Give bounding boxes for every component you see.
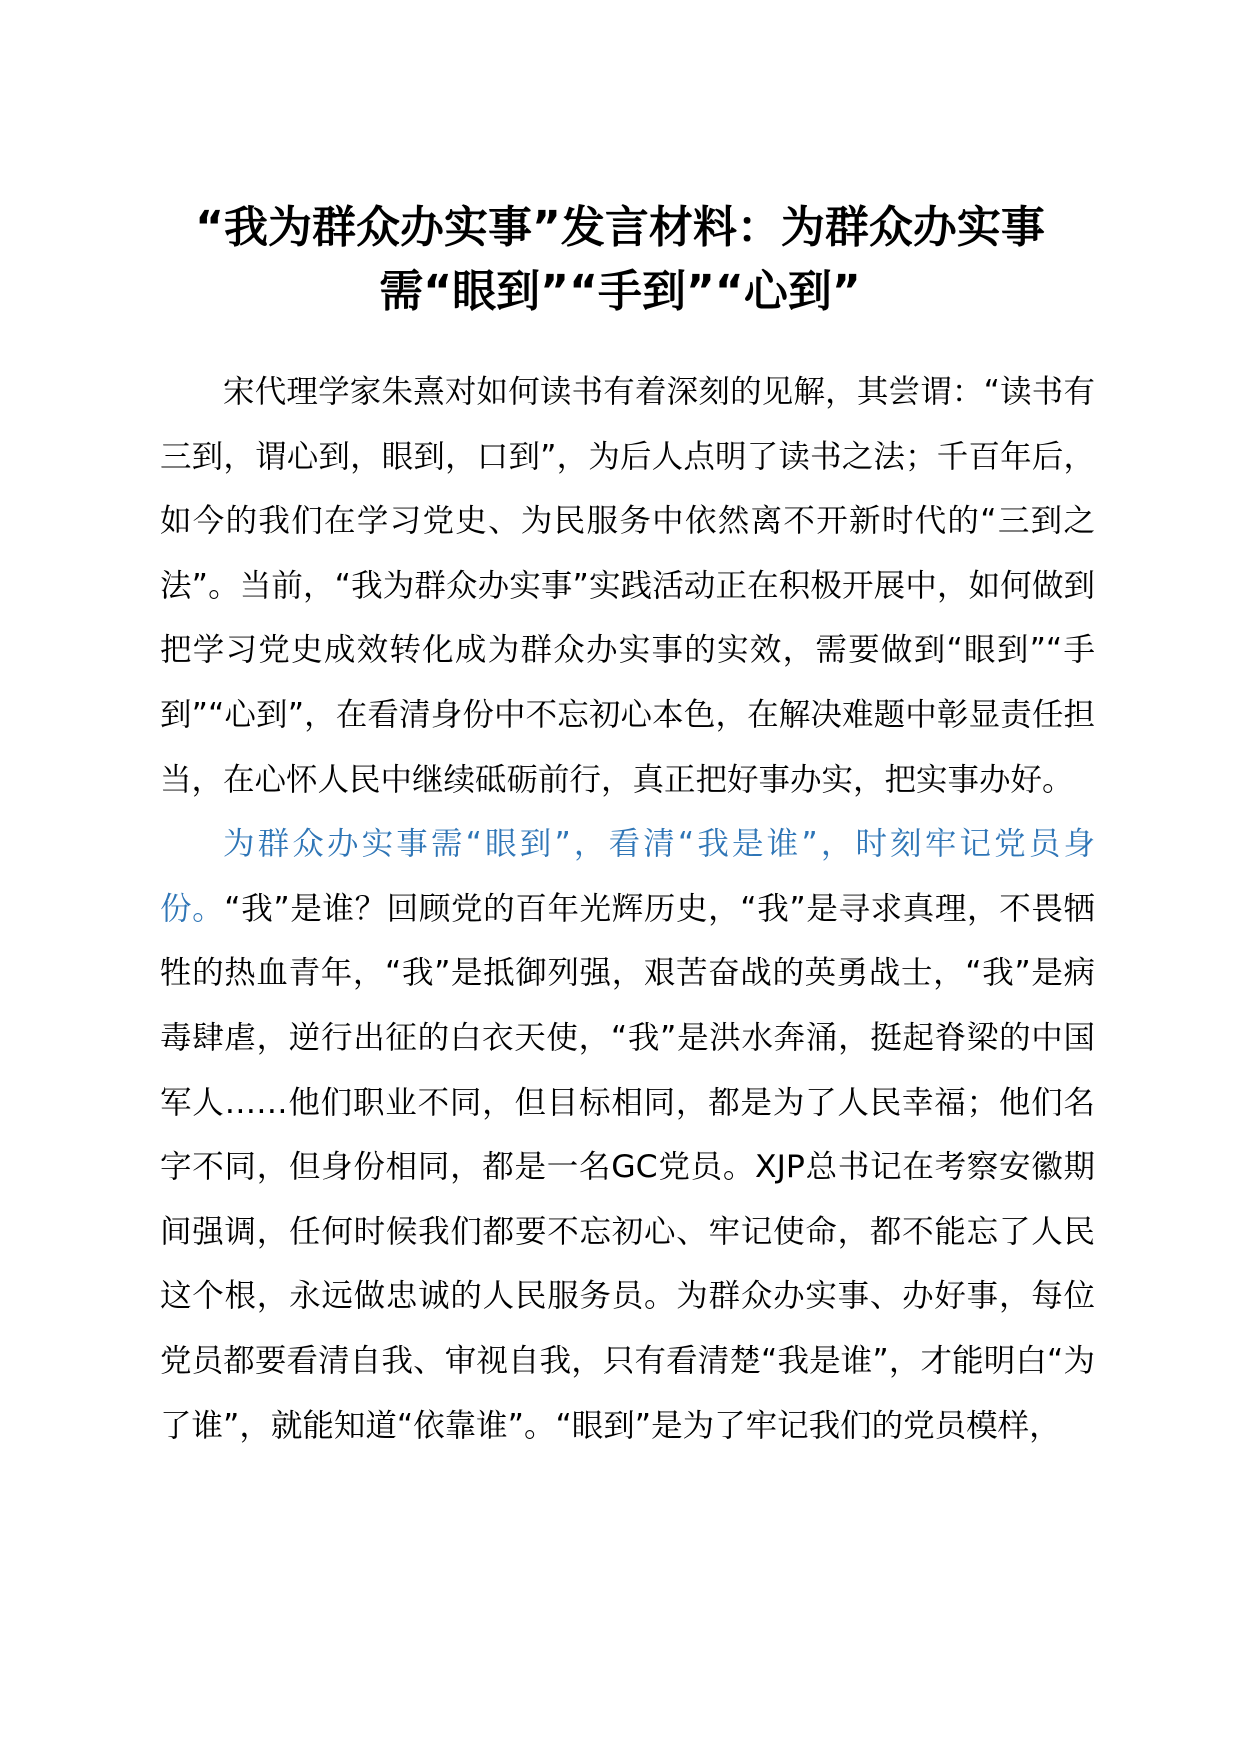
document-title (150, 196, 1090, 324)
paragraph-eyes-text: “我”是谁？回顾党的百年光辉历史，“我”是寻求真理，不畏牺牲的热血青年，“我”是抵御列强，艰苦奋战的英勇战士，“我”是病毒肆虐，逆行出征的白衣天使，“我”是洪水奔涌，挺起脊梁的中国军人……他们职业不同，但目标相同，都是为了人民幸福；他们名字不同，但身份相同，都是一名GC党员。XJP总书记在考察安徽期间强调，任何时候我们都要不忘初心、牢记使命，都不能忘了人民这个根，永远做忠诚的人民服务员。为群众办实事、办好事，每位党员都要看清自我、审视自我，只有看清楚“我是谁”，才能明白“为了谁”，就能知道“依靠谁”。“眼到”是为了牢记我们的党员模样， (160, 890, 1095, 1444)
paragraph-intro-text: 宋代理学家朱熹对如何读书有着深刻的见解，其尝谓：“读书有三到，谓心到，眼到，口到”，为后人点明了读书之法；千百年后，如今的我们在学习党史、为民服务中依然离不开新时代的“三到之法”。当前，“我为群众办实事”实践活动正在积极开展中，如何做到把学习党史成效转化成为群众办实事的实效，需要做到“眼到”“手到”“心到”，在看清身份中不忘初心本色，在解决难题中彰显责任担当，在心怀人民中继续砥砺前行，真正把好事办实，把实事办好。 (160, 374, 1095, 798)
paragraph-intro (160, 360, 1095, 812)
paragraph-eyes-heading: 为群众办实事需“眼到”，看清“我是谁”，时刻牢记党员身份。 (160, 826, 1095, 927)
paragraph-eyes (160, 812, 1095, 1458)
title-line-1: “我为群众办实事”发言材料：为群众办实事 (195, 202, 1045, 253)
document-body (160, 360, 1095, 1458)
title-line-2: 需“眼到”“手到”“心到” (379, 266, 861, 317)
